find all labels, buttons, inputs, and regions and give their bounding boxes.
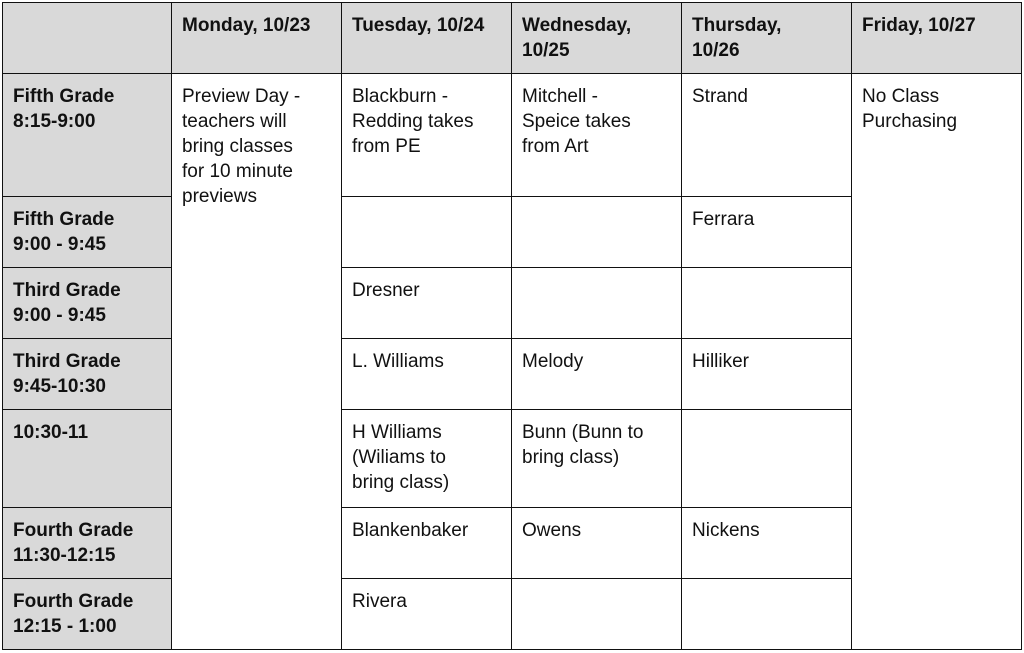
row-time-label: 10:30-11: [3, 410, 172, 508]
row-time-label: Fourth Grade 11:30-12:15: [3, 508, 172, 579]
thursday-cell: Ferrara: [682, 197, 852, 268]
row-time-label: Fifth Grade 9:00 - 9:45: [3, 197, 172, 268]
tuesday-cell: Blackburn - Redding takes from PE: [342, 74, 512, 197]
row-time-label: Fourth Grade 12:15 - 1:00: [3, 579, 172, 650]
wednesday-cell: Bunn (Bunn to bring class): [512, 410, 682, 508]
wednesday-cell: Mitchell - Speice takes from Art: [512, 74, 682, 197]
thursday-cell: Nickens: [682, 508, 852, 579]
wednesday-cell: [512, 579, 682, 650]
table-row: [3, 74, 1022, 197]
thursday-cell: [682, 579, 852, 650]
thursday-cell: [682, 268, 852, 339]
tuesday-cell: H Williams (Wiliams to bring class): [342, 410, 512, 508]
header-row: [3, 3, 1022, 74]
tuesday-cell: Rivera: [342, 579, 512, 650]
thursday-cell: Hilliker: [682, 339, 852, 410]
wednesday-cell: [512, 197, 682, 268]
header-corner: [3, 3, 172, 74]
tuesday-cell: [342, 197, 512, 268]
tuesday-cell: Blankenbaker: [342, 508, 512, 579]
wednesday-cell: Melody: [512, 339, 682, 410]
tuesday-cell: L. Williams: [342, 339, 512, 410]
header-monday: Monday, 10/23: [172, 3, 342, 74]
tuesday-cell: Dresner: [342, 268, 512, 339]
header-friday: Friday, 10/27: [852, 3, 1022, 74]
header-thursday: Thursday, 10/26: [682, 3, 852, 74]
wednesday-cell: Owens: [512, 508, 682, 579]
wednesday-cell: [512, 268, 682, 339]
schedule-table: [2, 2, 1022, 650]
thursday-cell: Strand: [682, 74, 852, 197]
row-time-label: Third Grade 9:45-10:30: [3, 339, 172, 410]
row-time-label: Third Grade 9:00 - 9:45: [3, 268, 172, 339]
friday-note-cell: No Class Purchasing: [852, 74, 1022, 650]
thursday-cell: [682, 410, 852, 508]
header-wednesday: Wednesday, 10/25: [512, 3, 682, 74]
monday-preview-cell: Preview Day - teachers will bring classes for 10 minute previews: [172, 74, 342, 650]
header-tuesday: Tuesday, 10/24: [342, 3, 512, 74]
row-time-label: Fifth Grade 8:15-9:00: [3, 74, 172, 197]
